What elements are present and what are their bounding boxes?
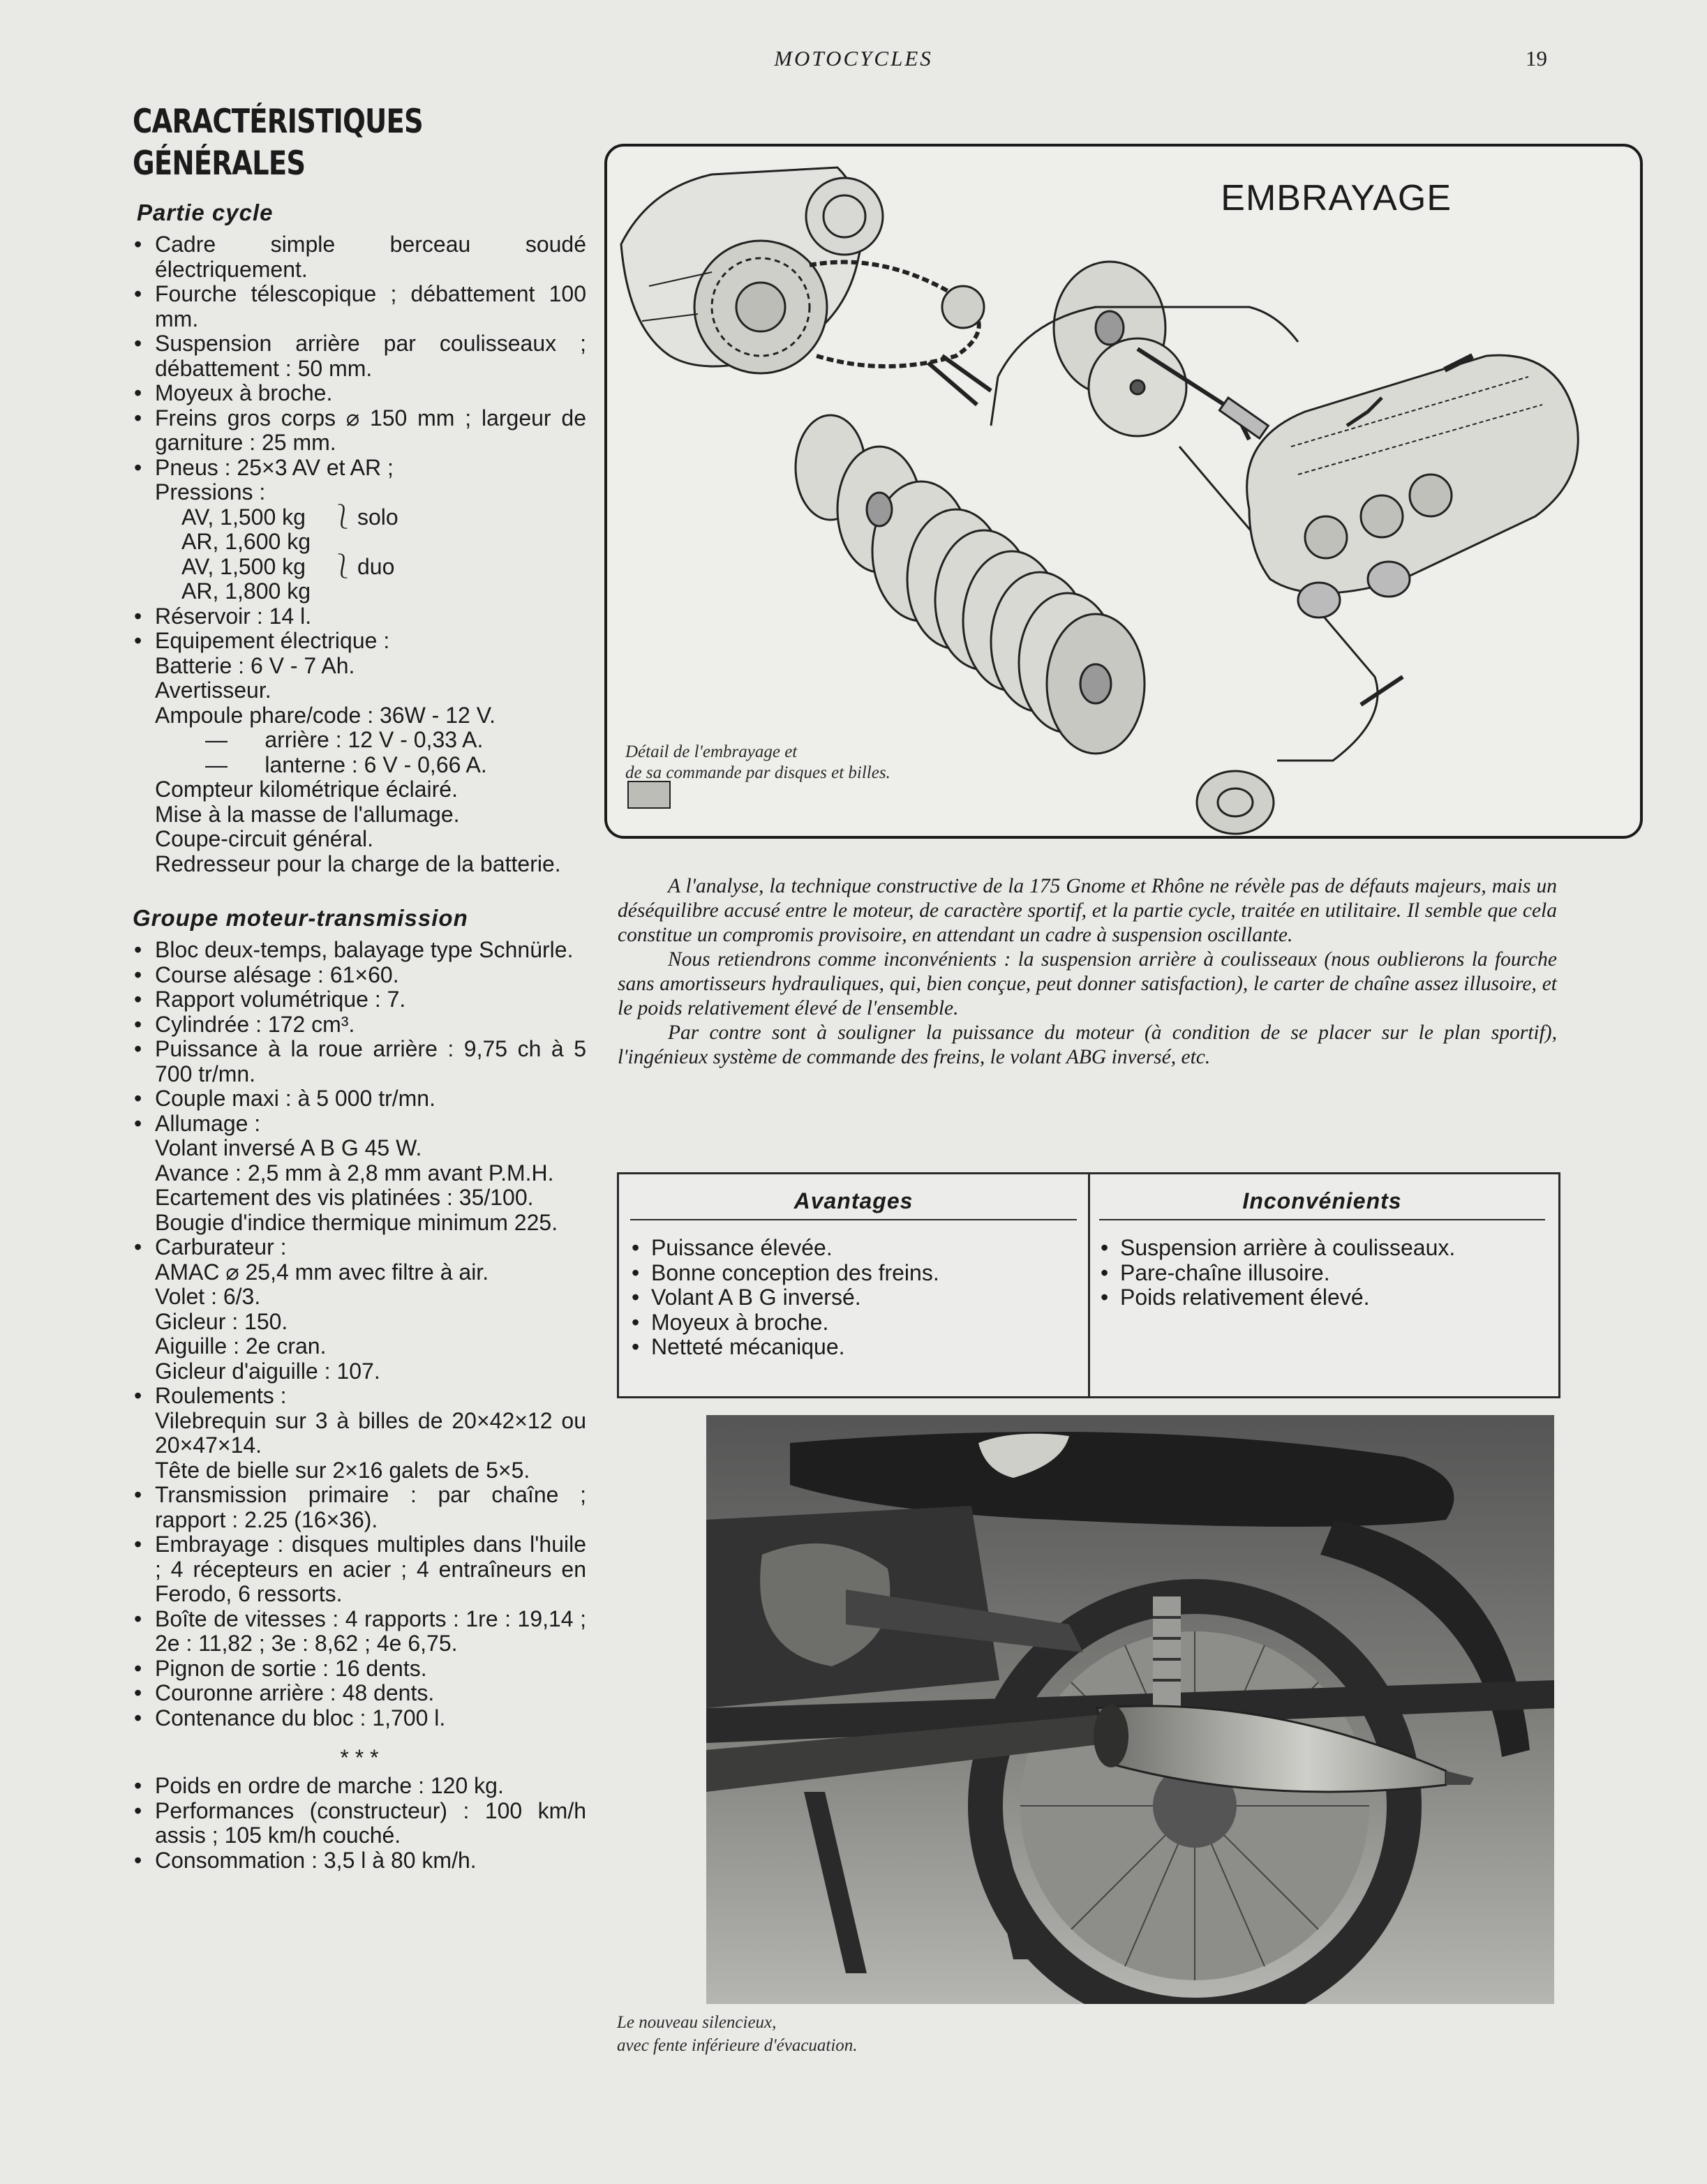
carbu-line: Gicleur : 150. xyxy=(155,1308,288,1334)
avantages-column xyxy=(619,1174,1090,1396)
elec-line: Batterie : 6 V - 7 Ah. xyxy=(155,652,355,678)
inconvenient-item: • Poids relativement élevé. xyxy=(1101,1285,1556,1310)
spec-item: • Couple maxi : à 5 000 tr/mn. xyxy=(133,1086,586,1112)
spec-item: • Suspension arrière par coulisseaux ; débattement : 50 mm. xyxy=(133,331,586,381)
carbu-line: Volet : 6/3. xyxy=(155,1284,261,1309)
elec-line: Coupe-circuit général. xyxy=(155,826,374,851)
elec-line: Compteur kilométrique éclairé. xyxy=(155,777,458,802)
brace-solo: ⎱ xyxy=(331,503,355,530)
allumage-line: Avance : 2,5 mm à 2,8 mm avant P.M.H. xyxy=(155,1160,554,1186)
groupe-moteur-list xyxy=(133,938,586,1730)
spec-item: • Rapport volumétrique : 7. xyxy=(133,987,586,1012)
spec-item: • Cylindrée : 172 cm³. xyxy=(133,1012,586,1038)
spec-item-text: Pneus : 25×3 AV et AR ; xyxy=(155,454,394,480)
avantages-list xyxy=(632,1236,1088,1360)
spec-item: • Transmission primaire : par chaîne ; rapport : 2.25 (16×36). xyxy=(133,1483,586,1532)
spec-item-pneus xyxy=(133,456,586,604)
spec-item-allumage xyxy=(133,1112,586,1236)
spec-item: • Embrayage : disques multiples dans l'huile ; 4 récepteurs en acier ; 4 entraîneurs en Ferodo, 6 ressorts. xyxy=(133,1532,586,1607)
inconvenient-item: • Suspension arrière à coulisseaux. xyxy=(1101,1236,1556,1261)
spec-item: • Boîte de vitesses : 4 rapports : 1re : 19,14 ; 2e : 11,82 ; 3e : 8,62 ; 4e 6,75. xyxy=(133,1607,586,1656)
spec-item: • Cadre simple berceau soudé électriquement. xyxy=(133,232,586,282)
avantages-inconvenients-table xyxy=(617,1172,1560,1398)
spec-item: • Bloc deux-temps, balayage type Schnürle. xyxy=(133,938,586,963)
spec-item-text: Roulements : xyxy=(155,1383,287,1408)
spec-item: • Moyeux à broche. xyxy=(133,381,586,406)
final-specs-list xyxy=(133,1774,586,1873)
running-title: MOTOCYCLES xyxy=(774,46,933,70)
inconvenient-item: • Pare-chaîne illusoire. xyxy=(1101,1261,1556,1286)
roulement-line: Vilebrequin sur 3 à billes de 20×42×12 ou 20×47×14. xyxy=(155,1407,586,1458)
specs-title-line2: GÉNÉRALES xyxy=(133,144,306,183)
specs-column xyxy=(133,101,586,1873)
separator-stars: * * * xyxy=(340,1745,379,1770)
spec-item: • Réservoir : 14 l. xyxy=(133,604,586,629)
carbu-line: AMAC ⌀ 25,4 mm avec filtre à air. xyxy=(155,1259,489,1285)
avantage-item: • Bonne conception des freins. xyxy=(632,1261,1088,1286)
inconvenients-divider xyxy=(1099,1219,1545,1220)
pression-row: AV, 1,500 kg xyxy=(181,504,306,530)
inconvenients-list xyxy=(1101,1236,1556,1310)
elec-line: Ampoule phare/code : 36W - 12 V. xyxy=(155,702,495,728)
spec-item: • Freins gros corps ⌀ 150 mm ; largeur de garniture : 25 mm. xyxy=(133,406,586,456)
spec-item: • Puissance à la roue arrière : 9,75 ch à 5 700 tr/mn. xyxy=(133,1037,586,1086)
elec-line: — arrière : 12 V - 0,33 A. xyxy=(205,727,484,752)
spec-item-roulements xyxy=(133,1384,586,1483)
embrayage-drawing xyxy=(607,147,1640,836)
spec-item: • Performances (constructeur) : 100 km/h assis ; 105 km/h couché. xyxy=(133,1799,586,1848)
pression-row: AR, 1,600 kg xyxy=(181,529,311,554)
body-paragraph: A l'analyse, la technique constructive de la 175 Gnome et Rhône ne révèle pas de défauts majeurs, mais un déséquilibre accusé entre le moteur, de caractère sportif, et la partie cycle, traitée en utilitaire. Il semble que cela constitue un compromis provisoire, en attendant un cadre à suspension oscillante. xyxy=(618,875,1557,946)
spec-item-text: Allumage : xyxy=(155,1110,261,1136)
specs-title-line1: CARACTÉRISTIQUES xyxy=(133,103,423,141)
elec-line: — lanterne : 6 V - 0,66 A. xyxy=(205,751,487,777)
body-paragraph: Nous retiendrons comme inconvénients : la suspension arrière à coulisseaux (nous oublierons la fourche sans amortisseurs hydrauliques, qui, bien conçue, peut donner satisfaction), le carter de chaîne assez illusoire, et le poids relativement élevé de l'ensemble. xyxy=(618,948,1557,1019)
allumage-line: Bougie d'indice thermique minimum 225. xyxy=(155,1209,558,1235)
spec-item: • Pignon de sortie : 16 dents. xyxy=(133,1656,586,1682)
pression-row: AV, 1,500 kg xyxy=(181,553,306,579)
spec-item: • Fourche télescopique ; débattement 100 mm. xyxy=(133,282,586,331)
avantages-divider xyxy=(630,1219,1077,1220)
body-paragraph: Par contre sont à souligner la puissance du moteur (à condition de se placer sur le plan sportif), l'ingénieux système de commande des freins, le volant ABG inversé, etc. xyxy=(618,1022,1557,1068)
avantage-item: • Volant A B G inversé. xyxy=(632,1285,1088,1310)
embrayage-figure xyxy=(604,144,1643,839)
spec-item-carburateur xyxy=(133,1235,586,1384)
pression-solo: solo xyxy=(357,504,398,530)
figure-caption xyxy=(625,742,890,784)
spec-item: • Poids en ordre de marche : 120 kg. xyxy=(133,1774,586,1799)
pressions-table xyxy=(155,505,586,604)
photo-caption-line1: Le nouveau silencieux, xyxy=(617,2013,777,2032)
elec-line: Avertisseur. xyxy=(155,678,271,703)
photo-caption xyxy=(617,2011,858,2057)
allumage-line: Ecartement des vis platinées : 35/100. xyxy=(155,1185,534,1210)
silencer-photo-image xyxy=(706,1415,1554,2004)
inconvenients-heading: Inconvénients xyxy=(1242,1188,1402,1213)
spec-item-electrique xyxy=(133,629,586,876)
spec-item: • Couronne arrière : 48 dents. xyxy=(133,1681,586,1706)
roulement-line: Tête de bielle sur 2×16 galets de 5×5. xyxy=(155,1457,530,1483)
spec-item: • Contenance du bloc : 1,700 l. xyxy=(133,1706,586,1731)
carbu-line: Gicleur d'aiguille : 107. xyxy=(155,1358,380,1384)
avantages-heading: Avantages xyxy=(793,1188,914,1213)
carbu-line: Aiguille : 2e cran. xyxy=(155,1333,327,1359)
brace-duo: ⎱ xyxy=(331,553,355,580)
allumage-line: Volant inversé A B G 45 W. xyxy=(155,1135,422,1160)
avantage-item: • Moyeux à broche. xyxy=(632,1310,1088,1336)
body-text xyxy=(618,874,1557,1070)
inconvenients-column xyxy=(1088,1174,1556,1396)
partie-cycle-list xyxy=(133,232,586,876)
pression-duo: duo xyxy=(357,553,395,579)
partie-cycle-heading: Partie cycle xyxy=(137,200,274,225)
elec-line: Mise à la masse de l'allumage. xyxy=(155,801,460,827)
pression-row: AR, 1,800 kg xyxy=(181,578,311,604)
spec-item-text: Carburateur : xyxy=(155,1234,287,1259)
spec-item: • Consommation : 3,5 l à 80 km/h. xyxy=(133,1848,586,1873)
elec-line: Redresseur pour la charge de la batterie. xyxy=(155,851,561,876)
page-number: 19 xyxy=(1526,46,1547,70)
avantage-item: • Puissance élevée. xyxy=(632,1236,1088,1261)
avantage-item: • Netteté mécanique. xyxy=(632,1335,1088,1360)
photo-caption-line2: avec fente inférieure d'évacuation. xyxy=(617,2036,858,2055)
silencer-photo xyxy=(706,1415,1554,2004)
spec-item: • Course alésage : 61×60. xyxy=(133,963,586,988)
figure-title: EMBRAYAGE xyxy=(1221,178,1452,218)
pressions-label: Pressions : xyxy=(155,479,266,504)
specs-title xyxy=(133,101,505,185)
figure-caption-line2: de sa commande par disques et billes. xyxy=(625,763,890,782)
spec-item-text: Equipement électrique : xyxy=(155,628,390,653)
groupe-moteur-heading: Groupe moteur-transmission xyxy=(133,905,468,931)
figure-caption-line1: Détail de l'embrayage et xyxy=(625,742,798,761)
